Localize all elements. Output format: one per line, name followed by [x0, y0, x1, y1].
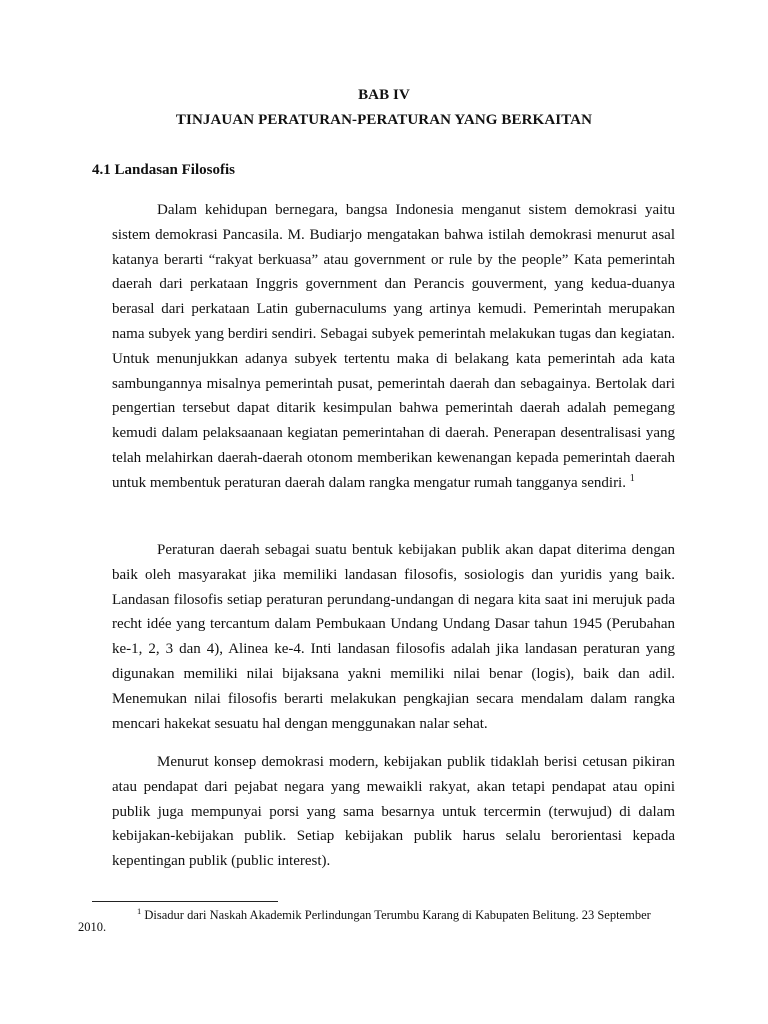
- chapter-title: TINJAUAN PERATURAN-PERATURAN YANG BERKAITAN: [175, 112, 593, 128]
- footnote-reference[interactable]: 1: [629, 472, 635, 484]
- paragraph-2: Peraturan daerah sebagai suatu bentuk kebijakan publik akan dapat diterima dengan baik oleh masyarakat jika memiliki landasan filosofis, sosiologis dan yuridis yang baik. Landasan filosofis setiap peraturan perundang-undangan di negara kita saat ini merujuk pada recht idée yang tercantum dalam Pembukaan Undang Undang Dasar tahun 1945 (Perubahan ke-1, 2, 3 dan 4), Alinea ke-4. Inti landasan filosofis adalah jika landasan peraturan yang digunakan memiliki nilai bijaksana yakni memiliki nilai benar (logis), baik dan adil. Menemukan nilai filosofis berarti melakukan pengkajian secara mendalam dalam rangka mencari hakekat sesuatu hal dengan menggunakan nalar sehat.: [112, 542, 675, 732]
- footnote-text: Disadur dari Naskah Akademik Perlindungan Terumbu Karang di Kabupaten Belitung. 23 September: [144, 908, 651, 922]
- paragraph-3: Menurut konsep demokrasi modern, kebijakan publik tidaklah berisi cetusan pikiran atau pendapat dari pejabat negara yang mewaikli rakyat, akan tetapi pendapat atau opini publik juga mempunyai porsi yang sama besarnya untuk tercermin (terwujud) di dalam kebijakan-kebijakan publik. Setiap kebijakan publik harus selalu berorientasi kepada kepentingan publik (public interest).: [112, 754, 675, 870]
- chapter-heading: BAB IV: [358, 87, 410, 103]
- footnote-divider: [92, 901, 278, 902]
- paragraph-1: [112, 198, 675, 496]
- footnote-continuation: 2010.: [78, 920, 107, 934]
- section-heading: 4.1 Landasan Filosofis: [92, 162, 235, 178]
- footnote: [92, 907, 676, 924]
- footnote-mark: 1: [137, 905, 142, 916]
- paragraph-1-text: Dalam kehidupan bernegara, bangsa Indonesia menganut sistem demokrasi yaitu sistem demokrasi Pancasila. M. Budiarjo mengatakan bahwa istilah demokrasi menurut asal katanya berarti “rakyat berkuasa” atau government or rule by the people” Kata pemerintah daerah dari perkataan Inggris government dan Perancis gouverment, yang kedua-duanya berasal dari perkataan Latin gubernaculums yang artinya kemudi. Pemerintah merupakan nama subyek yang berdiri sendiri. Sebagai subyek pemerintah melakukan tugas dan kegiatan. Untuk menunjukkan adanya subyek tertentu maka di belakang kata pemerintah ada kata sambungannya misalnya pemerintah pusat, pemerintah daerah dan sebagainya. Bertolak dari pengertian tersebut dapat ditarik kesimpulan bahwa pemerintah daerah adalah pemegang kemudi dalam pelaksaanaan kegiatan pemerintahan di daerah. Penerapan desentralisasi yang telah melahirkan daerah-daerah otonom memberikan kewenangan kepada pemerintah daerah untuk membentuk peraturan daerah dalam rangka mengatur rumah tangganya sendiri.: [112, 202, 675, 491]
